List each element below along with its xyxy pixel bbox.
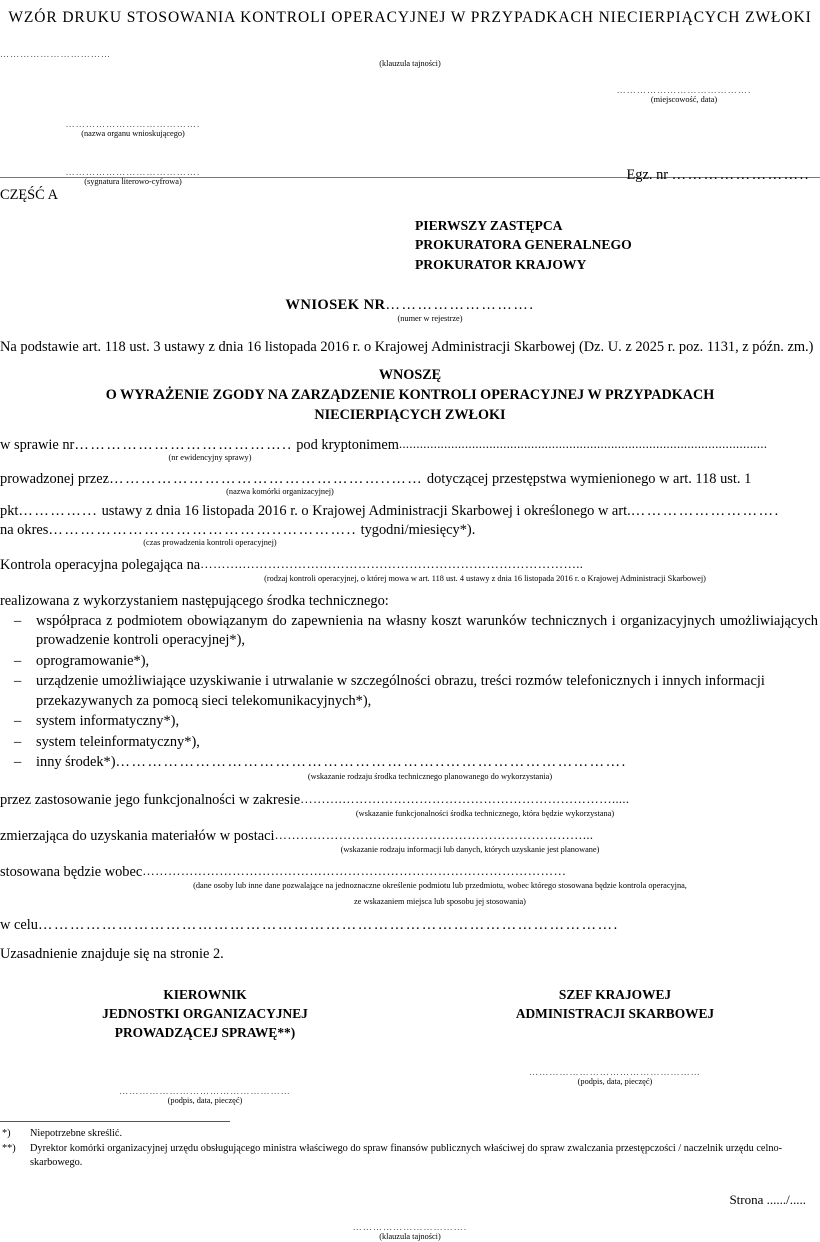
materials-caption: (wskazanie rodzaju informacji lub danych, których uzyskanie jest planowane)	[340, 845, 600, 855]
case-signature-caption: (sygnatura literowo-cyfrowa)	[84, 177, 182, 186]
secrecy-clause-top-caption: (klauzula tajności)	[379, 59, 441, 68]
point-line	[0, 503, 820, 520]
place-date-field	[554, 85, 814, 105]
signature-title	[0, 985, 410, 1042]
control-type-line	[0, 557, 820, 574]
signature-dots: ……………………………………………	[119, 1086, 291, 1097]
footnote-item	[0, 1142, 820, 1170]
footnote-item	[0, 1127, 820, 1141]
point-dots: …………...	[18, 503, 98, 520]
signature-title-line-2: ADMINISTRACJI SKARBOWEJ	[515, 1006, 715, 1022]
control-type-label: Kontrola operacyjna polegająca na	[0, 556, 201, 573]
addressee-block	[415, 216, 820, 274]
conducted-by-dots: ……………………………………………..……	[109, 470, 424, 487]
copy-number-field	[627, 167, 811, 184]
motion-line-1: WNOSZĘ	[378, 366, 442, 383]
technical-means-list	[0, 612, 820, 773]
applicant-authority-field	[8, 119, 258, 139]
footnote-mark: *)	[2, 1127, 11, 1139]
request-number-dots: ……………………….	[385, 296, 535, 313]
motion-heading	[0, 366, 820, 426]
other-means-dots: ……………………………………………………..…………………………….	[115, 753, 627, 770]
copy-number-dots: ……………………..	[671, 167, 810, 183]
dash-bullet-icon: –	[14, 713, 22, 730]
dash-bullet-icon: –	[14, 612, 22, 629]
materials-dots: ………………………………………………………………...	[274, 828, 594, 843]
header-block	[0, 27, 820, 186]
technical-means-item-text: współpraca z podmiotem obowiązanym do zapewnienia na własny koszt warunków technicznych i organizacyjnych umożliwiających prowadzenie kontroli operacyjnej*),	[36, 612, 818, 649]
applicant-authority-caption: (nazwa organu wnioskującego)	[81, 129, 185, 138]
signature-caption: (podpis, data, pieczęć)	[577, 1077, 653, 1087]
control-type-dots: ……….……………………………………………………………………..	[200, 556, 584, 571]
target-line	[0, 864, 820, 881]
part-label: CZĘŚĆ A	[0, 187, 58, 203]
conducted-by-line	[0, 471, 820, 488]
case-signature-dots: ………………………………….	[65, 167, 201, 177]
period-unit: tygodni/miesięcy*)	[360, 522, 472, 539]
addressee-line-3: PROKURATOR KRAJOWY	[415, 256, 587, 272]
page-title: WZÓR DRUKU STOSOWANIA KONTROLI OPERACYJNEJ W PRZYPADKACH NIECIERPIĄCYCH ZWŁOKI	[8, 9, 812, 26]
motion-line-2: O WYRAŻENIE ZGODY NA ZARZĄDZENIE KONTROLI OPERACYJNEJ W PRZYPADKACH	[105, 386, 715, 403]
dash-bullet-icon: –	[14, 753, 22, 770]
applicant-authority-dots: ………………………………….	[65, 119, 201, 129]
other-means-caption: (wskazanie rodzaju środka technicznego planowanego do wykorzystania)	[307, 772, 553, 782]
conducted-by-label: prowadzonej przez	[0, 470, 110, 487]
place-date-dots: ………………………………….	[616, 85, 752, 95]
secrecy-clause-bottom-dots: …………………………….	[352, 1222, 468, 1233]
period-caption: (czas prowadzenia kontroli operacyjnej)	[143, 538, 277, 548]
addressee-line-2: PROKURATORA GENERALNEGO	[415, 237, 632, 253]
materials-line	[0, 828, 820, 845]
secrecy-clause-bottom	[0, 1222, 820, 1242]
copy-number-label: Egz. nr	[626, 167, 669, 183]
target-label: stosowana będzie wobec	[0, 864, 143, 881]
target-caption-line-2: ze wskazaniem miejsca lub sposobu jej stosowania)	[354, 896, 526, 906]
technical-means-item	[0, 652, 820, 671]
technical-means-item	[0, 712, 820, 731]
signature-caption: (podpis, data, pieczęć)	[167, 1096, 243, 1106]
purpose-dots: ……………………………………………………………………………………………….	[37, 917, 619, 934]
period-line: na okres……………………………………..………….. tygodni/miesięcy*).	[0, 522, 476, 539]
technical-means-other-item	[0, 753, 820, 772]
functionality-label: przez zastosowanie jego funkcjonalności w zakresie	[0, 791, 301, 808]
request-number-label: WNIOSEK NR	[285, 296, 386, 313]
functionality-dots: ……….……………………………………………………….....	[300, 791, 630, 806]
point-label: pkt	[0, 503, 19, 520]
footnote-text: Dyrektor komórki organizacyjnej urzędu obsługującego ministra właściwego do spraw finansów publicznych właściwej do spraw zwalczania przestępczości / naczelnik urzędu celno-skarbowego.	[30, 1143, 783, 1169]
technical-means-item-text: oprogramowanie*),	[36, 652, 150, 669]
signature-line	[410, 1067, 820, 1087]
footnote-divider	[0, 1121, 230, 1122]
footnote-text: Niepotrzebne skreślić.	[30, 1127, 123, 1139]
signature-column-head-of-kas	[410, 985, 820, 1106]
footnote-mark: **)	[2, 1143, 16, 1155]
signature-column-head-of-unit	[0, 985, 410, 1106]
technical-means-item-text: system informatyczny*),	[36, 713, 180, 730]
legal-basis-paragraph: Na podstawie art. 118 ust. 3 ustawy z dnia 16 listopada 2016 r. o Krajowej Administracji Skarbowej (Dz. U. z 2025 r. poz. 1131, z późn. zm.)	[0, 339, 814, 356]
technical-means-item	[0, 733, 820, 752]
conducted-by-caption: (nazwa komórki organizacyjnej)	[226, 486, 334, 496]
technical-means-item-text: system teleinformatyczny*),	[36, 733, 200, 750]
offence-reference-text: dotyczącej przestępstwa wymienionego w art. 118 ust. 1	[426, 470, 752, 487]
addressee-line-1: PIERWSZY ZASTĘPCA	[415, 218, 563, 233]
control-type-caption: (rodzaj kontroli operacyjnej, o której mowa w art. 118 ust. 4 ustawy z dnia 16 listopada 2016 r. o Krajowej Administracji Skarbowej)	[264, 573, 706, 583]
technical-means-item	[0, 672, 820, 711]
other-means-label: inny środek*)	[36, 753, 116, 770]
point-tail-dots: ……………………….	[630, 503, 780, 520]
period-dots: ……………………………………..…………..	[48, 522, 357, 539]
purpose-label: w celu	[0, 917, 38, 934]
technical-means-item-text: urządzenie umożliwiające uzyskiwanie i utrwalanie w szczególności obrazu, treści rozmów telefonicznych i innych informacji przekazywanych za pomocą sieci telekomunikacyjnych*),	[36, 673, 765, 709]
motion-line-3: NIECIERPIĄCYCH ZWŁOKI	[314, 406, 506, 423]
functionality-line	[0, 792, 820, 809]
secrecy-clause-bottom-caption: (klauzula tajności)	[379, 1232, 441, 1242]
signature-title-line-2: JEDNOSTKI ORGANIZACYJNEJ	[102, 1006, 308, 1022]
place-date-caption: (miejscowość, data)	[650, 95, 718, 104]
signature-dots: ……………………………………………	[529, 1067, 701, 1078]
purpose-line	[0, 917, 820, 934]
case-number-line	[0, 437, 820, 454]
case-number-dots: …………………………………..	[74, 437, 293, 454]
target-caption-line-1: (dane osoby lub inne dane pozwalające na jednoznaczne określenie podmiotu lub przedmiotu, wobec którego stosowana będzie kontrola operacyjna,	[193, 881, 687, 891]
justification-note: Uzasadnienie znajduje się na stronie 2.	[0, 946, 224, 963]
signature-block	[0, 985, 820, 1106]
materials-label: zmierzająca do uzyskania materiałów w postaci	[0, 828, 275, 845]
signature-title-line-1: SZEF KRAJOWEJ	[558, 987, 672, 1003]
footnotes-block	[0, 1121, 820, 1170]
functionality-caption: (wskazanie funkcjonalności środka technicznego, która będzie wykorzystana)	[355, 808, 615, 818]
request-number-caption: (numer w rejestrze)	[397, 313, 463, 323]
dash-bullet-icon: –	[14, 673, 22, 690]
signature-title-line-3: PROWADZĄCEJ SPRAWĘ**)	[114, 1025, 296, 1041]
secrecy-clause-top-dots: ……………………………	[0, 49, 112, 59]
point-mid-text: ustawy z dnia 16 listopada 2016 r. o Krajowej Administracji Skarbowej i określonego w art.	[101, 503, 631, 520]
cryptonym-dots: ..........................................................................................................	[398, 437, 768, 452]
technical-means-item	[0, 612, 820, 651]
cryptonym-label: pod kryptonimem	[296, 437, 399, 454]
case-number-label: w sprawie nr	[0, 437, 75, 454]
period-label: na okres	[0, 522, 49, 539]
technical-means-intro: realizowana z wykorzystaniem następującego środka technicznego:	[0, 592, 389, 609]
case-number-caption: (nr ewidencyjny sprawy)	[168, 453, 252, 463]
signature-title	[410, 985, 820, 1023]
page-number: Strona ....../.....	[729, 1192, 806, 1208]
dash-bullet-icon: –	[14, 652, 22, 669]
secrecy-clause-top	[0, 49, 820, 69]
signature-line	[0, 1086, 410, 1106]
request-number-block	[0, 296, 820, 324]
target-dots: ………………………………………………………………………………………	[142, 864, 567, 879]
case-signature-field	[8, 167, 258, 187]
dash-bullet-icon: –	[14, 733, 22, 750]
signature-title-line-1: KIEROWNIK	[163, 987, 247, 1003]
